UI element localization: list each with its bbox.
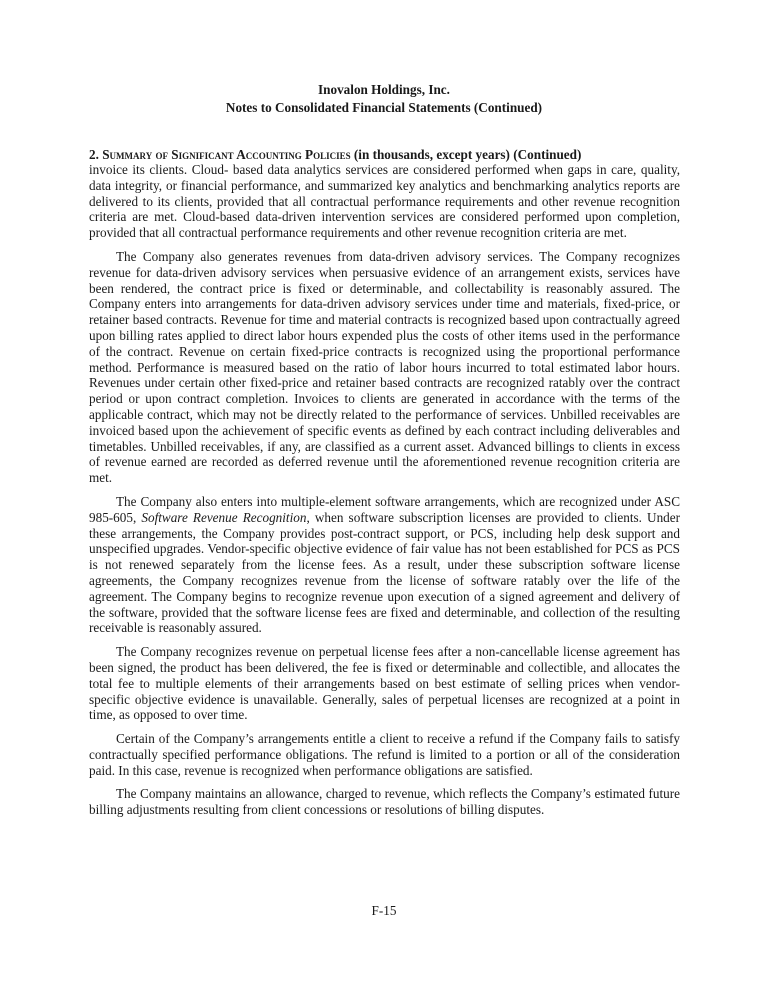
body-text bbox=[89, 162, 680, 826]
section-heading-title: Summary of Significant Accounting Policies bbox=[102, 147, 351, 162]
paragraph-2: The Company also generates revenues from data-driven advisory services. The Company recognizes revenue for data-driven advisory services when persuasive evidence of an arrangement exists, services have been rendered, the contract price is fixed or determinable, and collectability is reasonably assured. The Company enters into arrangements for data-driven advisory services under time and materials, fixed-price, or retainer based contracts. Revenue for time and material contracts is recognized based upon contractually agreed upon billing rates applied to direct labor hours expended plus the costs of other items used in the performance of the contract. Revenue on certain fixed-price contracts is recognized using the proportional performance method. Performance is measured based on the ratio of labor hours incurred to total estimated labor hours. Revenues under certain other fixed-price and retainer based contracts are recognized ratably over the contract period or upon contract completion. Invoices to clients are generated in accordance with the terms of the applicable contract, which may not be directly related to the performance of services. Unbilled receivables are invoiced based upon the achievement of specific events as defined by each contract including deliverables and timetables. Unbilled receivables, if any, are classified as a current asset. Advanced billings to clients in excess of revenue earned are recorded as deferred revenue until the aforementioned revenue recognition criteria are met. bbox=[89, 248, 680, 486]
paragraph-5: Certain of the Company’s arrangements entitle a client to receive a refund if the Company fails to satisfy contractually specified performance obligations. The refund is limited to a portion or all of the consideration paid. In this case, revenue is recognized when performance obligations are satisfied. bbox=[89, 731, 680, 778]
paragraph-3 bbox=[89, 494, 680, 636]
page-title: Notes to Consolidated Financial Statements (Continued) bbox=[225, 100, 543, 115]
section-heading-suffix: (in thousands, except years) (Continued) bbox=[353, 147, 582, 162]
paragraph-6: The Company maintains an allowance, charged to revenue, which reflects the Company’s estimated future billing adjustments resulting from client concessions or resolutions of billing disputes. bbox=[89, 786, 680, 818]
section-number: 2. bbox=[89, 147, 99, 162]
paragraph-3-part-b: , when software subscription licenses are provided to clients. Under these arrangements, the Company provides post-contract support, or PCS, including help desk support and unspecified upgrades. Vendor-specific objective evidence of fair value has not been established for PCS as PCS is not renewed separately from the license fees. As a result, under these subscription software license agreements, the Company recognizes revenue from the license of software ratably over the life of the agreement. The Company begins to recognize revenue upon execution of a signed agreement and delivery of the software, provided that the software license fees are fixed and determinable, and collection of the resulting receivable is reasonably assured. bbox=[89, 509, 680, 636]
company-name: Inovalon Holdings, Inc. bbox=[318, 82, 450, 97]
paragraph-3-italic-title: Software Revenue Recognition bbox=[141, 509, 307, 525]
paragraph-3-part-a: The Company also enters into multiple-element software arrangements, which are recognized under ASC 985-605, bbox=[89, 493, 680, 525]
paragraph-4: The Company recognizes revenue on perpetual license fees after a non-cancellable license agreement has been signed, the product has been delivered, the fee is fixed or determinable and collectible, and allocates the total fee to multiple elements of their arrangements based on best estimate of selling prices when vendor-specific objective evidence is unavailable. Generally, sales of perpetual licenses are recognized at a point in time, as opposed to over time. bbox=[89, 644, 680, 723]
section-heading bbox=[89, 147, 581, 163]
page-number: F-15 bbox=[371, 903, 397, 918]
paragraph-1: invoice its clients. Cloud- based data analytics services are considered performed when gaps in care, quality, data integrity, or financial performance, and summarized key analytics and benchmarking analytics reports are delivered to its clients, provided that all contractual performance requirements and other revenue recognition criteria are met. Cloud-based data-driven intervention services are considered performed upon completion, provided that all contractual performance requirements and other revenue recognition criteria are met. bbox=[89, 162, 680, 241]
